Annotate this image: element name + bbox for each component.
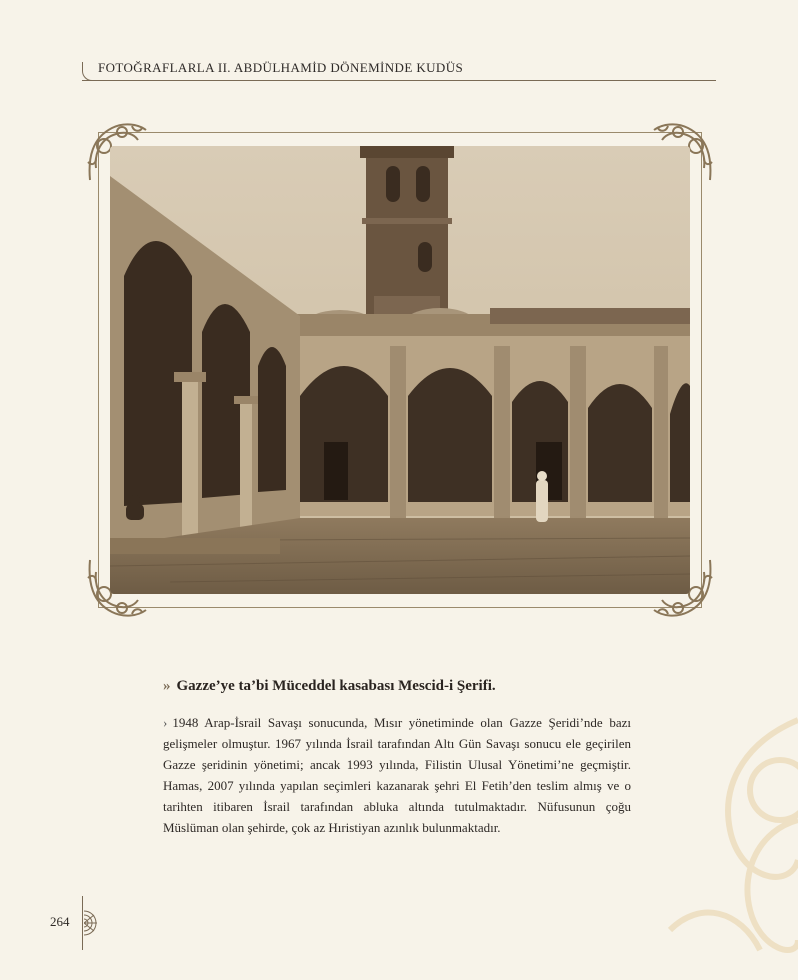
caption-text: Gazze’ye ta’bi Müceddel kasabası Mescid-i Şerifi. (176, 678, 496, 694)
book-title: FOTOĞRAFLARLA II. ABDÜLHAMİD DÖNEMİNDE KUDÜS (98, 60, 464, 75)
minaret (360, 146, 454, 316)
photo-caption (163, 678, 663, 695)
header-rule (82, 80, 716, 81)
header-curl-decoration (82, 62, 93, 81)
mosque-courtyard-illustration (110, 146, 690, 594)
caption-marker-icon: » (163, 678, 171, 694)
historic-photograph (110, 146, 690, 594)
half-rosette-icon (84, 910, 104, 936)
paragraph-text: 1948 Arap-İsrail Savaşı sonucunda, Mısır yönetiminde olan Gazze Şeridi’nde bazı gelişmeler olmuştur. 1967 yılında İsrail tarafından Altı Gün Savaşı sonucu ele geçirilen Gazze şeridinin yönetimi; ancak 1993 yılında, Filistin Ulusal Yönetimi’ne geçmiştir. Hamas, 2007 yılında yapılan seçimleri kazanarak şehri El Fetih’den teslim almış ve o tarihten itibaren İsrail tarafından abluka altında tutulmaktadır. Nüfusunun çoğu Müslüman olan şehirde, çok az Hıristiyan azınlık bulunmaktadır. (163, 715, 631, 835)
standing-figure (536, 471, 548, 522)
body-paragraph (163, 712, 631, 838)
footer-rule (82, 896, 83, 950)
background-geometric-motif-icon (630, 700, 798, 980)
page-number: 264 (50, 914, 70, 929)
running-header (82, 58, 716, 82)
paragraph-marker-icon: › (163, 715, 168, 730)
